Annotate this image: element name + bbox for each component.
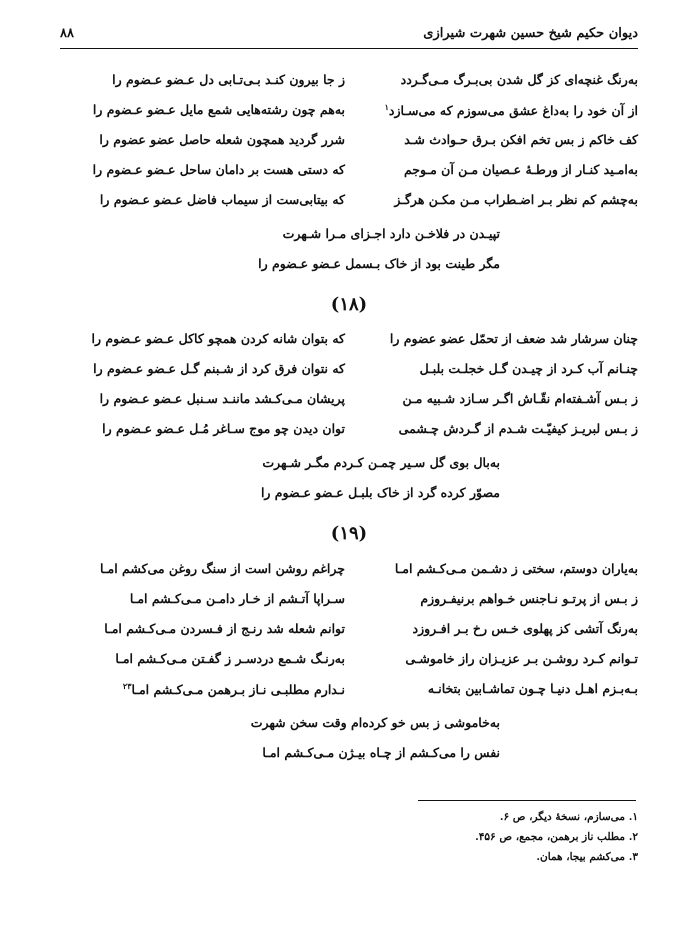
hemistich-first: به‌یاران دوستم، سختی ز دشـمن مـی‌کـشم امـا	[394, 561, 638, 576]
footnote-marker: ۳	[127, 681, 132, 691]
hemistich-first: بـه‌بـزم اهـل دنیـا چـون تماشـابین بتخانـه	[427, 681, 638, 696]
couplet	[60, 331, 638, 361]
hemistich-first: ز بـس لبریـز کیفیّـت شـدم از گـردش چـشمی	[398, 421, 638, 436]
closing-line: مصوّر کرده گرد از خاک بلبـل عـضو عـضوم را	[260, 485, 500, 500]
closing-line: تپیـدن در فلاخـن دارد اجـزای مـرا شـهرت	[282, 226, 500, 241]
hemistich-second	[60, 681, 345, 697]
couplet	[60, 591, 638, 621]
hemistich-first: کف خاکم ز بس تخم افکن بـرق حـوادث شـد	[404, 132, 638, 147]
ghazal-number: (۱۹)	[330, 523, 368, 544]
hemistich-first: چنان سرشار شد ضعف از تحمّل عضو عضوم را	[389, 331, 638, 346]
couplet	[60, 361, 638, 391]
hemistich-first: ز بـس از پرتـو نـاجنس خـواهم برنیفـروزم	[420, 591, 638, 606]
hemistich-first: چنـانم آب کـرد از چیـدن گـل خجلـت بلبـل	[419, 361, 638, 376]
closing-line: به‌خاموشی ز بس خو کرده‌ام وقت سخن شهرت	[250, 715, 500, 730]
ghazal-number: (۱۸)	[330, 294, 368, 315]
hemistich-second: توان دیدن چو موج سـاغر مُـل عـضو عـضوم را	[102, 421, 345, 436]
hemistich-first	[363, 102, 638, 118]
closing-line: نفس را می‌کـشم از چـاه بیـژن مـی‌کـشم امـا	[262, 745, 500, 760]
hemistich-second: شرر گردید همچون شعله حاصل عضو عضوم را	[99, 132, 345, 147]
footnote-marker: ۲	[122, 681, 128, 691]
hemistich-second: که نتوان فرق کرد از شـبنم گـل عـضو عـضوم را	[93, 361, 345, 376]
couplet	[60, 72, 638, 102]
hemistich-first: به‌رنگ آتشی کز پهلوی خـس رخ بـر افـروزد	[412, 621, 638, 636]
hemistich-second: سـراپا آتـشم از خـار دامـن مـی‌کـشم امـا	[129, 591, 345, 606]
couplet	[60, 561, 638, 591]
hemistich-second: به‌هم چون رشته‌هایی شمع مایل عـضو عـضوم را	[92, 102, 345, 117]
footnote: ۱. می‌سازم، نسخهٔ دیگر، ص ۶.	[499, 811, 638, 823]
hemistich-second: به‌رنـگ شـمع دردسـر ز گفـتن مـی‌کـشم امـا	[115, 651, 345, 666]
couplet	[60, 651, 638, 681]
couplet	[60, 391, 638, 421]
footnote-rule	[418, 800, 636, 801]
hemistich-second: که بتوان شانه کردن همچو کاکل عـضو عـضوم را	[91, 331, 345, 346]
footnote: ۲. مطلب ناز برهمن، مجمع، ص ۴۵۶.	[475, 831, 638, 843]
closing-line: مگر طینت بود از خاک بـسمل عـضو عـضوم را	[258, 256, 500, 271]
footnote-marker: ۱	[384, 102, 389, 112]
hemistich-text: از آن خود را به‌داغ عشق می‌سوزم که می‌سـازد	[388, 103, 638, 119]
book-title: دیوان حکیم شیخ حسین شهرت شیرازی	[423, 25, 638, 41]
couplet	[60, 132, 638, 162]
couplet	[60, 102, 638, 132]
couplet	[60, 621, 638, 651]
couplet	[60, 681, 638, 711]
hemistich-second: که دستی هست بر دامان ساحل عـضو عـضوم را	[92, 162, 345, 177]
hemistich-first: به‌امـید کنـار از ورطـهٔ عـصیان مـن آن مـوجم	[403, 162, 638, 177]
couplet	[60, 192, 638, 222]
couplet	[60, 162, 638, 192]
page-number: ۸۸	[60, 25, 74, 41]
hemistich-second: پریشان مـی‌کـشد ماننـد سـنبل عـضو عـضوم را	[99, 391, 345, 406]
hemistich-first: ز بـس آشـفته‌ام نقّـاش اگـر سـازد شـبیه مـن	[402, 391, 638, 406]
hemistich-second: توانم شعله شد رنـج از فـسردن مـی‌کـشم امـا	[104, 621, 345, 636]
couplet	[60, 421, 638, 451]
hemistich-second: ز جا بیرون کنـد بـی‌تـابی دل عـضو عـضوم را	[112, 72, 345, 87]
hemistich-first: به‌رنگ غنچه‌ای کز گل شدن بی‌بـرگ مـی‌گـردد	[400, 72, 638, 87]
hemistich-text: نـدارم مطلبـی نـاز بـرهمن مـی‌کـشم امـا	[131, 682, 345, 698]
hemistich-second: که بیتابی‌ست از سیماب فاضل عـضو عـضوم را	[99, 192, 345, 207]
header-rule	[60, 48, 638, 49]
hemistich-first: به‌چشم کم نظر بـر اضـطراب مـن مکـن هرگـز	[394, 192, 638, 207]
hemistich-first: تـوانم کـرد روشـن بـر عزیـزان راز خاموشـی	[405, 651, 638, 666]
closing-line: به‌بال بوی گل سـیر چمـن کـردم مگـر شـهرت	[262, 455, 500, 470]
hemistich-second: چراغم روشن است از سنگ روغن می‌کشم امـا	[100, 561, 345, 576]
footnote: ۳. می‌کشم بیجا، همان.	[536, 851, 638, 863]
page-header	[60, 20, 638, 46]
